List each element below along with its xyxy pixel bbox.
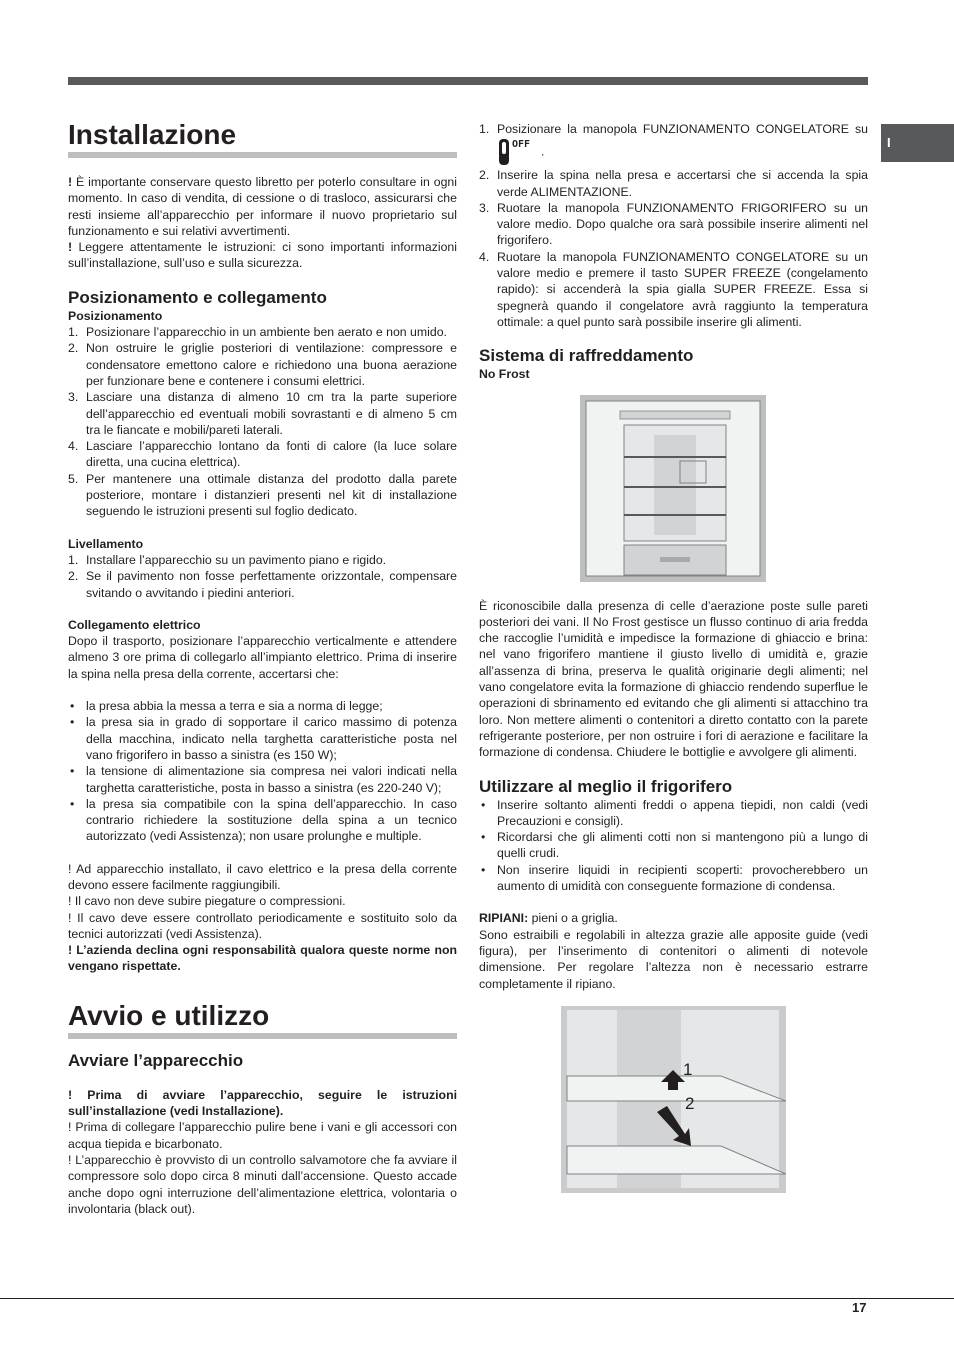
avviare-heading: Avviare l’apparecchio [68, 1050, 244, 1070]
freezer-illustration [580, 395, 766, 582]
installazione-title: Installazione [68, 118, 457, 158]
knob-off-icon [497, 137, 541, 167]
collegamento-bullets [68, 698, 457, 845]
ripiani-text: pieni o a griglia. [528, 911, 618, 926]
list-item: 2. Non ostruire le griglie posteriori di ventilazione: compressore e condensatore emettono calore e richiedono una buona aerazione per funzionare bene e contenere i consumi elettrici. [68, 341, 457, 388]
avvio-title: Avvio e utilizzo [68, 999, 457, 1039]
list-item: 2. Inserire la spina nella presa e accertarsi che si accenda la spia verde ALIMENTAZIONE. [479, 168, 868, 199]
collegamento-subheading: Collegamento elettrico [68, 617, 201, 632]
bottom-rule [0, 1298, 954, 1299]
warning-paragraph: ! Il cavo non deve subire piegature o compressioni. [68, 894, 346, 909]
list-item: 1. Posizionare l’apparecchio in un ambiente ben aerato e non umido. [68, 325, 447, 340]
raffreddamento-heading: Sistema di raffreddamento [479, 346, 694, 366]
avvio-paragraph: ! L’apparecchio è provvisto di un controllo salvamotore che fa avviare il compressore solo dopo circa 8 minuti dall’accensione. Questo accade anche dopo ogni interruzione dell’alimentazione elettrica, volontaria o involontaria (black out). [68, 1152, 457, 1216]
list-item: 2. Se il pavimento non fosse perfettamente orizzontale, compensare svitando o avvitando i piedini anteriori. [68, 569, 457, 600]
figure-label-1: 1 [683, 1059, 693, 1079]
collegamento-paragraph: Dopo il trasporto, posizionare l’apparecchio verticalmente e attendere almeno 3 ore prima di collegarlo all’impianto elettrico. Prima di inserire la spina nella presa della corrente, accertarsi che: [68, 634, 457, 681]
avvio-paragraph: ! Prima di collegare l’apparecchio pulire bene i vani e gli accessori con acqua tiepida e bicarbonato. [68, 1120, 457, 1151]
posizionamento-heading: Posizionamento e collegamento [68, 287, 327, 307]
no-frost-subheading: No Frost [479, 367, 530, 382]
intro-text-2: Leggere attentamente le istruzioni: ci sono importanti informazioni sull’installazione, sull’uso e sulla sicurezza. [68, 240, 457, 271]
list-item: 3. Lasciare una distanza di almeno 10 cm tra la parte superiore dell’apparecchio ed eventuali mobili sovrastanti e di almeno 5 cm tra le fiancate e mobili/pareti laterali. [68, 390, 457, 437]
list-item: • la tensione di alimentazione sia compresa nei valori indicati nella targhetta caratteristiche, posta in basso a sinistra (es 220-240 V); [68, 763, 457, 796]
left-column [68, 118, 457, 1217]
utilizzare-bullets [479, 797, 868, 895]
list-item: 4. Ruotare la manopola FUNZIONAMENTO CONGELATORE su un valore medio e premere il tasto SUPER FREEZE (congelamento rapido): si accenderà la spia gialla SUPER FREEZE. Essa si spegnerà quando il congelatore avrà raggiunto la temperatura ottimale: a quel punto sarà possibile inserire gli alimenti. [479, 249, 868, 329]
ripiani-label: RIPIANI: [479, 911, 529, 926]
livellamento-subheading: Livellamento [68, 536, 144, 551]
page-number: 17 [852, 1300, 867, 1315]
svg-text:OFF: OFF [512, 139, 531, 151]
list-item: 3. Ruotare la manopola FUNZIONAMENTO FRIGORIFERO su un valore medio. Dopo qualche ora sarà possibile inserire alimenti nel frigorifero. [479, 200, 868, 248]
ripiani-line [479, 910, 868, 926]
right-column [479, 121, 868, 1193]
list-item: • la presa abbia la messa a terra e sia a norma di legge; [68, 698, 457, 714]
warning-paragraph-bold: ! L’azienda declina ogni responsabilità qualora queste norme non vengano rispettate. [68, 943, 457, 974]
warning-paragraph: ! Il cavo deve essere controllato periodicamente e sostituito solo da tecnici autorizzati (vedi Assistenza). [68, 910, 457, 941]
list-item: 5. Per mantenere una ottimale distanza del prodotto dalla parete posteriore, montare i distanzieri presenti nel kit di installazione seguendo le istruzioni presenti sul foglio dedicato. [68, 471, 457, 519]
avvio-steps-list [479, 121, 868, 330]
no-frost-paragraph: È riconoscibile dalla presenza di celle d’aerazione poste sulle pareti posteriori dei vani. Il No Frost gestisce un flusso continuo di aria fredda che raccoglie l’umidità e impedisce la formazione di ghiaccio e brina: nel vano frigorifero mantiene il giusto livello di umidità e, grazie all’assenza di brina, preserva le qualità originarie degli alimenti; nel vano congelatore evita la formazione di ghiaccio rendendo superflue le operazioni di sbrinamento ed evitando che gli alimenti si attacchino tra loro. Non mettere alimenti o contenitori a diretto contatto con la parete refrigerante posteriore, per non ostruire i fori di aerazione e facilitare la formazione di condensa. Chiudere le bottiglie e avvolgere gli alimenti. [479, 598, 868, 760]
list-item: 1. Posizionare la manopola FUNZIONAMENTO CONGELATORE su OFF . [479, 121, 868, 167]
figure-label-2: 2 [685, 1093, 695, 1113]
intro-text-1: È importante conservare questo libretto per poterlo consultare in ogni momento. In caso di vendita, di cessione o di trasloco, assicurarsi che resti insieme all’apparecchio per informare il nuovo proprietario sul funzionamento e sui relativi avvertimenti. [68, 175, 457, 238]
list-item: 4. Lasciare l’apparecchio lontano da fonti di calore (la luce solare diretta, una cucina elettrica). [68, 439, 457, 470]
shelf-adjustment-illustration [561, 1006, 786, 1193]
intro-paragraph-1 [68, 174, 457, 239]
warning-mark: ! [68, 175, 73, 189]
warning-mark: ! [68, 240, 73, 255]
list-item: • Ricordarsi che gli alimenti cotti non si mantengono più a lungo di quelli crudi. [479, 829, 868, 862]
livellamento-list [68, 552, 457, 601]
language-tab [881, 124, 954, 162]
list-item: 1. Installare l’apparecchio su un pavimento piano e rigido. [68, 552, 387, 567]
utilizzare-heading: Utilizzare al meglio il frigorifero [479, 776, 733, 796]
list-item: • la presa sia in grado di sopportare il carico massimo di potenza della macchina, indicato nella targhetta caratteristiche posta nel vano frigorifero in basso a sinistra (es 150 W); [68, 714, 457, 763]
posizionamento-list [68, 324, 457, 520]
avvio-bold-warning: ! Prima di avviare l’apparecchio, seguire le istruzioni sull’installazione (vedi Installazione). [68, 1087, 457, 1119]
warning-paragraph: ! Ad apparecchio installato, il cavo elettrico e la presa della corrente devono essere facilmente raggiungibili. [68, 861, 457, 892]
top-rule [68, 77, 868, 85]
language-tab-label: I [887, 135, 891, 150]
list-item: • Non inserire liquidi in recipienti scoperti: provocherebbero un aumento di umidità con conseguente formazione di condensa. [479, 862, 868, 895]
ripiani-paragraph: Sono estraibili e regolabili in altezza grazie alle apposite guide (vedi figura), per l’inserimento di contenitori o alimenti di notevole dimensione. Per regolare l’altezza non è necessario estrarre completamente il ripiano. [479, 927, 868, 991]
list-item: • Inserire soltanto alimenti freddi o appena tiepidi, non caldi (vedi Precauzioni e consigli). [479, 797, 868, 830]
intro-paragraph-2 [68, 239, 457, 272]
posizionamento-subheading: Posizionamento [68, 308, 163, 323]
list-item: • la presa sia compatibile con la spina dell’apparecchio. In caso contrario richiedere la sostituzione della spina a un tecnico autorizzato (vedi Assistenza); non usare prolunghe e multiple. [68, 796, 457, 845]
